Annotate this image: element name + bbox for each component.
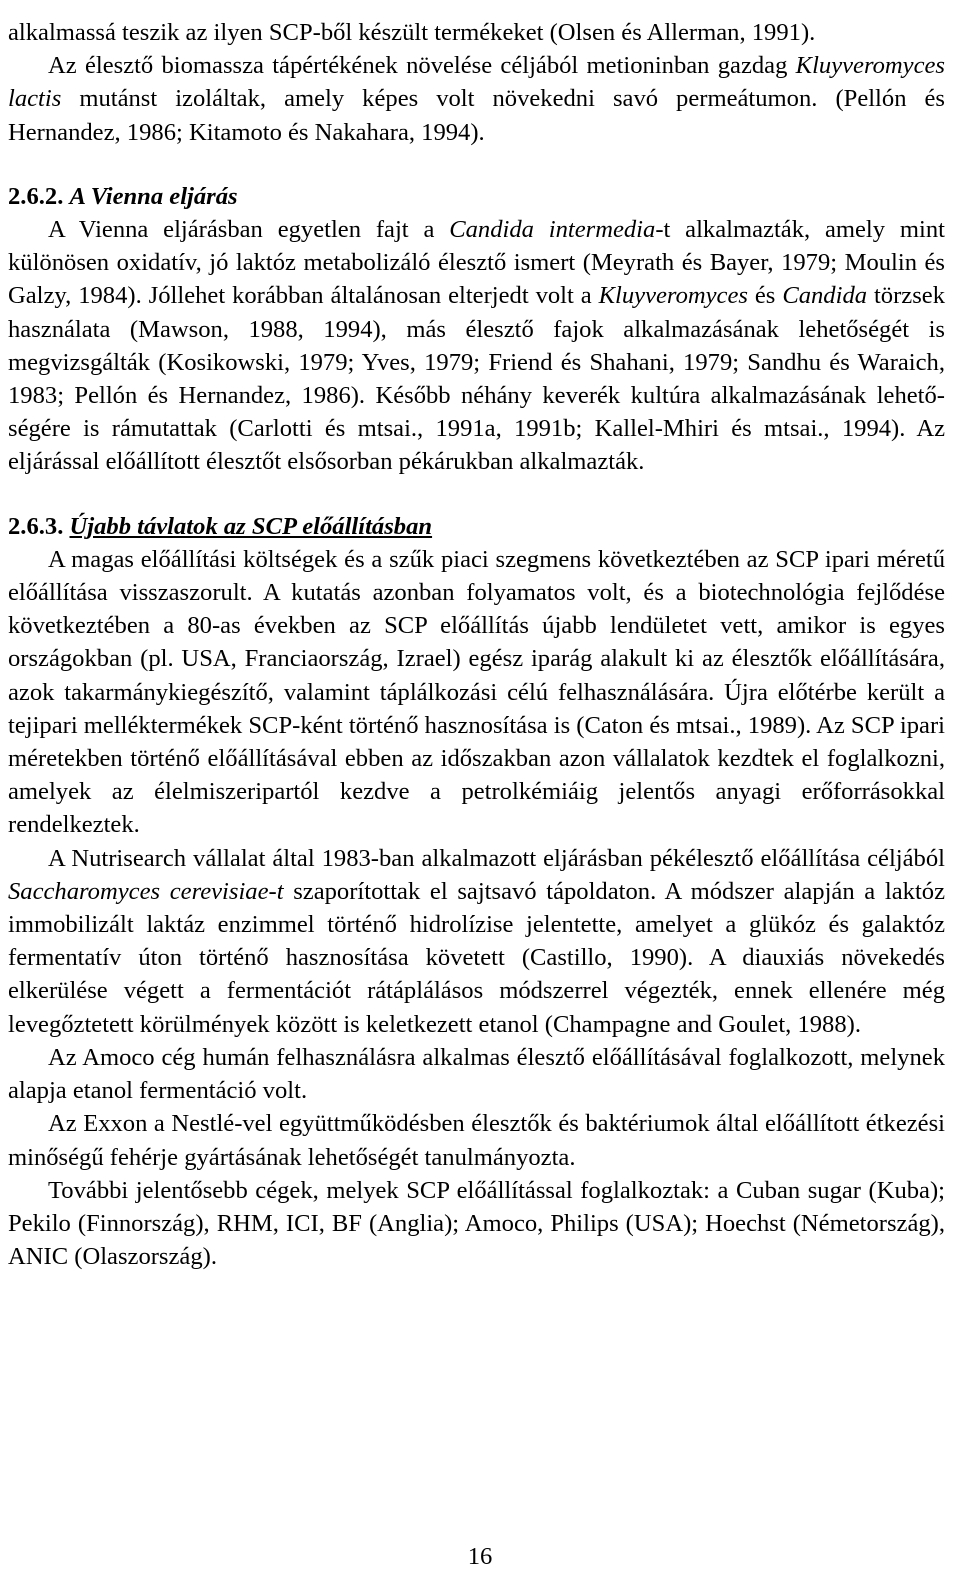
genus-name: Kluyveromyces: [598, 282, 748, 310]
paragraph-text: További jelentősebb cégek, melyek SCP előállítással foglalkoztak: a Cuban sugar (Kuba); Pekilo (Finnország), RHM, ICI, BF (Anglia); Amoco, Philips (USA); Hoechst (Németország), ANIC (Olaszország).: [8, 1176, 945, 1271]
paragraph-vienna: [8, 213, 945, 479]
paragraph-text: Az Exxon a Nestlé-vel együttműködésben élesztők és baktériumok által előállított étkezési minőségű fehérje gyártásának lehetőségét tanulmányozta.: [8, 1110, 945, 1171]
paragraph-text: -t alkalmazták, amely mint különösen oxidatív, jó laktóz metabolizáló élesztő ismert (Meyrath és Bayer, 1979; Moulin és Galzy, 1984). Jóllehet korábban általánosan elterjedt volt a: [8, 216, 945, 310]
paragraph-scp-nutrisearch: [8, 842, 945, 1041]
paragraph-scp-amoco: [8, 1041, 945, 1107]
genus-name: Candida: [782, 282, 868, 310]
species-name: Kluyveromyces lactis: [8, 52, 945, 113]
section-number: 2.6.2.: [8, 182, 64, 210]
paragraph-text: törzsek használata (Mawson, 1988, 1994), más élesztő fajok alkalmazásának lehetőségét is megvizsgálták (Kosikowski, 1979; Yves, 1979; Friend és Shahani, 1979; Sandhu és Waraich, 1983; Pellón és Hernandez, 1986). Később néhány keverék kultúra alkalmazásának lehetőségére is rámutattak (Carlotti és mtsai., 1991a, 1991b; Kallel-Mhiri és mtsai., 1994). Az eljárással előállított élesztőt elsősorban pékárukban alkalmazták.: [8, 282, 945, 476]
section-heading-vienna: [8, 180, 945, 213]
section-title: Újabb távlatok az SCP előállításban: [69, 512, 433, 540]
paragraph-text: A magas előállítási költségek és a szűk piaci szegmens következtében az SCP ipari méretű előállítása visszaszorult. A kutatás azonban folyamatos volt, és a biotechnológia fejlődése következtében a 80-as években az SCP előállítás újabb lendületet vett, amikor is egyes országokban (pl. USA, Franciaország, Izrael) egész iparág alakult ki az élesztők előállítására, azok takarmánykiegészítő, valamint táplálkozási célú felhasználására. Újra előtérbe került a tejipari melléktermékek SCP-ként történő hasznosítása is (Caton és mtsai., 1989). Az SCP ipari méretekben történő előállításával ebben az időszakban azon vállalatok kezdtek el foglalkozni, amelyek az élelmiszeripartól kezdve a petrolkémiáig jelentős anyagi erőforrásokkal rendelkeztek.: [8, 545, 945, 839]
paragraph-text: Az Amoco cég humán felhasználásra alkalmas élesztő előállításával foglalkozott, melynek alapja etanol fermentáció volt.: [8, 1043, 945, 1105]
paragraph-text: mutánst izoláltak, amely képes volt növekedni savó permeátumon. (Pellón és Hernandez, 1986; Kitamoto és Nakahara, 1994).: [8, 85, 945, 146]
paragraph-text: A Vienna eljárásban egyetlen fajt a: [48, 216, 450, 244]
paragraph-continuation: [8, 16, 945, 49]
section-number: 2.6.3.: [8, 512, 64, 540]
paragraph-text: és: [747, 282, 783, 310]
section-title: A Vienna eljárás: [69, 182, 238, 210]
section-heading-scp: [8, 510, 945, 543]
species-name: Saccharomyces cerevisiae-t: [8, 877, 284, 905]
paragraph-scp-1: [8, 543, 945, 842]
paragraph-text: Az élesztő biomassza tápértékének növelése céljából metioninban gazdag: [48, 52, 796, 80]
paragraph-kluyveromyces: [8, 49, 945, 149]
paragraph-text: A Nutrisearch vállalat által 1983-ban alkalmazott eljárásban pékélesztő előállítása céljából: [48, 844, 945, 872]
paragraph-scp-companies: [8, 1174, 945, 1274]
paragraph-text: alkalmassá teszik az ilyen SCP-ből készült termékeket (Olsen és Allerman, 1991).: [8, 19, 816, 46]
species-name: Candida intermedia: [449, 216, 656, 244]
document-page: [8, 16, 945, 1273]
paragraph-scp-exxon: [8, 1107, 945, 1173]
paragraph-text: szaporítottak el sajtsavó tápoldaton. A módszer alapján a laktóz immobilizált laktáz enzimmel történő hidrolízise jelentette, amelyet a glükóz és galaktóz fermentatív úton történő hasznosítása követett (Castillo, 1990). A diauxiás növekedés elkerülése végett a fermentációt rátáplálásos módszerrel végezték, ennek ellenére még levegőztetett körülmények között is keletkezett etanol (Champagne and Goulet, 1988).: [8, 877, 945, 1038]
page-number: 16: [467, 1543, 493, 1570]
